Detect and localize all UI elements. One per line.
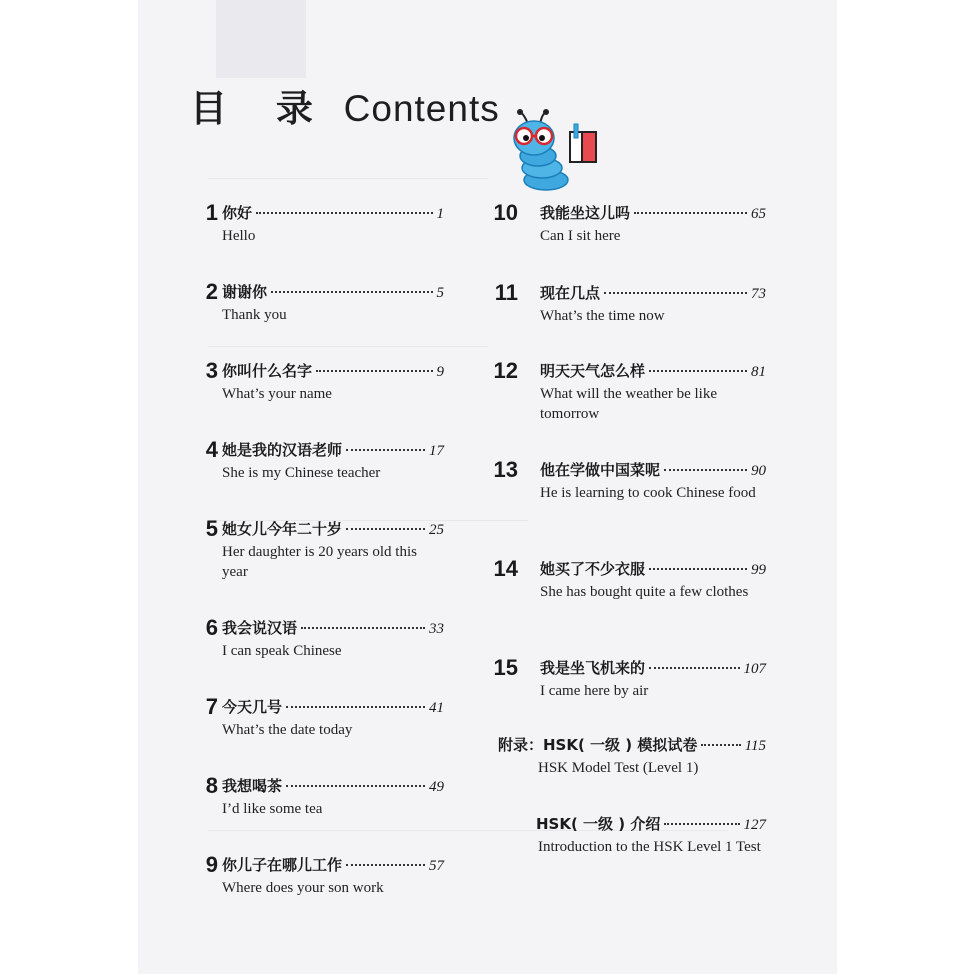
lesson-number: 1 [205,200,218,225]
book-page [138,0,837,974]
page-number: 1 [436,206,444,222]
appendix-title-en: HSK Model Test (Level 1) [538,760,699,776]
lesson-title-cn: 现在几点 [540,284,601,302]
lesson-title-en: What’s the date today [222,722,353,738]
bookworm-mascot-icon [498,108,608,196]
lesson-title-cn: 我能坐这儿吗 [540,204,631,222]
page-number: 127 [743,817,766,833]
lesson-number: 7 [205,694,218,719]
lesson-title-cn: 我会说汉语 [222,619,298,637]
lesson-number: 3 [205,358,218,383]
lesson-title-en: Can I sit here [540,228,621,244]
show-through-line [208,178,488,179]
leader-dots [286,706,425,708]
leader-dots [256,212,432,214]
appendix-title-cn: 附录：HSK( 一级 ) 模拟试卷 [498,736,698,754]
page-number: 90 [751,463,766,479]
lesson-title-cn: 我是坐飞机来的 [540,659,646,677]
lesson-title-cn: 她买了不少衣服 [540,560,646,578]
lesson-number: 15 [493,655,518,680]
appendix-title-en: Introduction to the HSK Level 1 Test [538,839,761,855]
lesson-title-en: Hello [222,228,256,244]
page-number: 73 [751,286,766,302]
page-number: 49 [429,779,444,795]
leader-dots [634,212,747,214]
leader-dots [301,627,425,629]
lesson-number: 10 [493,200,518,225]
lesson-number: 4 [205,437,218,462]
lesson-title-en: Her daughter is 20 years old this year [222,544,417,580]
leader-dots [649,568,747,570]
lesson-number: 6 [205,615,218,640]
lesson-number: 13 [493,457,518,482]
appendix-title-cn: HSK( 一级 ) 介绍 [536,815,661,833]
page-number: 9 [436,364,444,380]
leader-dots [664,823,739,825]
lesson-title-cn: 他在学做中国菜呢 [540,461,661,479]
page-number: 33 [429,621,444,637]
lesson-title-cn: 我想喝茶 [222,777,283,795]
page-number: 57 [429,858,444,874]
lesson-title-cn: 你叫什么名字 [222,362,313,380]
page-number: 81 [751,364,766,380]
lesson-title-en: What’s the time now [540,308,665,324]
leader-dots [649,370,747,372]
page-number: 99 [751,562,766,578]
lesson-number: 14 [493,556,518,581]
lesson-number: 5 [205,516,218,541]
page-number: 107 [743,661,766,677]
leader-dots [316,370,432,372]
lesson-title-cn: 她女儿今年二十岁 [222,520,343,538]
leader-dots [664,469,747,471]
leader-dots [346,864,425,866]
lesson-title-cn: 你儿子在哪儿工作 [222,856,343,874]
show-through-line [208,346,488,347]
lesson-title-en: I came here by air [540,683,649,699]
lesson-title-cn: 她是我的汉语老师 [222,441,343,459]
lesson-title-en: What’s your name [222,386,332,402]
lesson-title-cn: 谢谢你 [222,283,268,301]
page-number: 41 [429,700,444,716]
leader-dots [604,292,747,294]
leader-dots [271,291,432,293]
leader-dots [701,744,740,746]
lesson-number: 9 [205,852,218,877]
lesson-title-en: Thank you [222,307,287,323]
leader-dots [346,449,425,451]
lesson-number: 11 [494,280,518,305]
lesson-number: 12 [493,358,518,383]
contents-heading-cn: 目 录 [190,87,331,130]
lesson-title-cn: 你好 [222,204,253,222]
contents-heading-en: Contents [343,88,500,129]
page-number: 5 [436,285,444,301]
leader-dots [286,785,425,787]
contents-heading [190,78,500,132]
lesson-title-en: She has bought quite a few clothes [540,584,749,600]
lesson-number: 2 [205,279,218,304]
lesson-title-cn: 今天几号 [222,698,283,716]
page-number: 115 [744,738,766,754]
lesson-title-en: She is my Chinese teacher [222,465,381,481]
lesson-title-en: What will the weather be like tomorrow [540,386,718,422]
lesson-title-en: Where does your son work [222,880,384,896]
lesson-title-cn: 明天天气怎么样 [540,362,646,380]
page-number: 25 [429,522,444,538]
lesson-title-en: He is learning to cook Chinese food [540,485,756,501]
lesson-number: 8 [205,773,218,798]
leader-dots [346,528,425,530]
page-number: 17 [429,443,444,459]
leader-dots [649,667,739,669]
page-number: 65 [751,206,766,222]
show-through-block [216,0,306,78]
lesson-title-en: I’d like some tea [222,801,323,817]
lesson-title-en: I can speak Chinese [222,643,342,659]
